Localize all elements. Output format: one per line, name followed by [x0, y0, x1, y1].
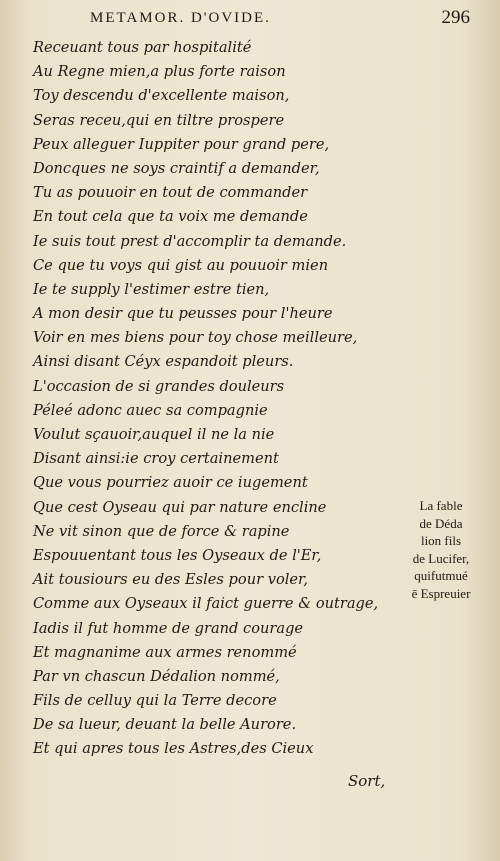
- verse-line: Comme aux Oyseaux il faict guerre & outrage,: [33, 595, 379, 613]
- running-title: METAMOR. D'OVIDE.: [90, 10, 271, 26]
- margin-note: [388, 497, 494, 602]
- verse-line: De sa lueur, deuant la belle Aurore.: [33, 716, 297, 734]
- verse-line: Espouuentant tous les Oyseaux de l'Er,: [33, 546, 322, 564]
- verse-line: Seras receu,qui en tiltre prospere: [33, 111, 285, 129]
- verse-line: Et magnanime aux armes renommé: [33, 643, 297, 661]
- page-number: 296: [441, 7, 470, 28]
- verse-line: Que cest Oyseau qui par nature encline: [33, 498, 327, 516]
- verse-line: Au Regne mien,a plus forte raison: [33, 63, 286, 81]
- verse-line: Péleé adonc auec sa compagnie: [33, 401, 268, 419]
- margin-note-line: ē Espreuier: [411, 585, 471, 601]
- verse-line: Tu as pouuoir en tout de commander: [33, 184, 308, 202]
- verse-line: A mon desir que tu peusses pour l'heure: [33, 305, 333, 323]
- verse-line: Ie te supply l'estimer estre tien,: [33, 280, 270, 298]
- margin-note-line: lion fils: [420, 533, 462, 548]
- verse-line: Ce que tu voys qui gist au pouuoir mien: [33, 256, 329, 274]
- margin-note-line: quifutmué: [414, 568, 468, 583]
- verse-line: Toy descendu d'excellente maison,: [33, 87, 290, 105]
- verse-line: Et qui apres tous les Astres,des Cieux: [33, 740, 314, 758]
- verse-line: Voir en mes biens pour toy chose meilleure,: [33, 329, 358, 347]
- verse-line: Iadis il fut homme de grand courage: [33, 619, 304, 637]
- verse-line: Que vous pourriez auoir ce iugement: [33, 474, 308, 492]
- verse-line: Ait tousiours eu des Esles pour voler,: [33, 571, 309, 589]
- verse-line: Disant ainsi:ie croy certainement: [33, 450, 279, 468]
- verse-block: [33, 36, 393, 762]
- margin-note-line: de Lucifer,: [412, 550, 470, 566]
- verse-line: Peux alleguer Iuppiter pour grand pere,: [33, 135, 330, 153]
- margin-note-line: La fable: [419, 498, 463, 513]
- verse-line: Voulut sçauoir,auquel il ne la nie: [33, 426, 275, 443]
- verse-line: Doncques ne soys craintif a demander,: [33, 159, 320, 177]
- verse-line: Par vn chascun Dédalion nommé,: [33, 667, 280, 685]
- verse-line: Ne vit sinon que de force & rapine: [33, 522, 290, 540]
- verse-line: En tout cela que ta voix me demande: [33, 208, 308, 226]
- verse-line: Fils de celluy qui la Terre decore: [33, 692, 277, 710]
- verse-line: Receuant tous par hospitalité: [33, 39, 252, 56]
- verse-line: L'occasion de si grandes douleurs: [33, 377, 285, 395]
- verse-line: Ainsi disant Céyx espandoit pleurs.: [33, 353, 294, 371]
- catchword: Sort,: [348, 772, 386, 790]
- margin-note-line: de Déda: [419, 515, 463, 531]
- verse-line: Ie suis tout prest d'accomplir ta demande.: [33, 232, 347, 250]
